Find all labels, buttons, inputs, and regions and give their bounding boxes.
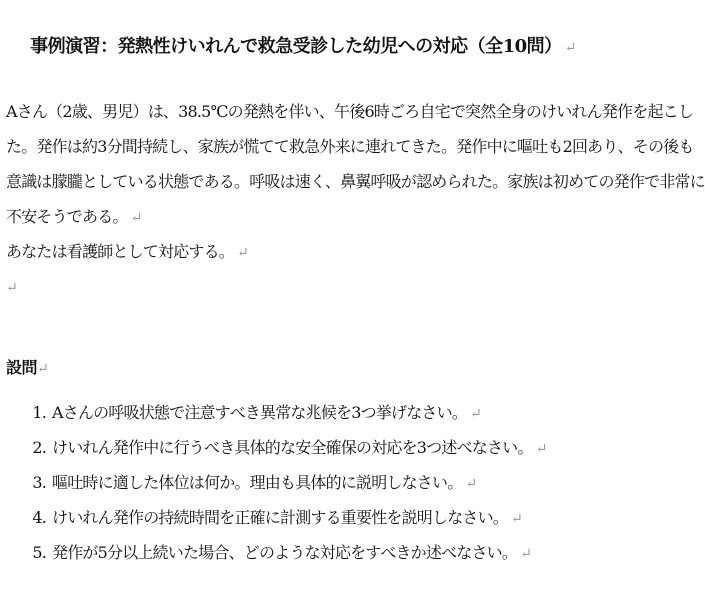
case-line-4 (6, 199, 602, 234)
question-item (22, 465, 547, 500)
question-number: 5. (32, 543, 46, 562)
case-line-1: Aさん（2歳、男児）は、38.5℃の発熱を伴い、午後6時ごろ自宅で突然全身のけいれん発作を起こし (6, 102, 694, 121)
case-description (6, 94, 705, 304)
question-text: けいれん発作の持続時間を正確に計測する重要性を説明しなさい。 (52, 508, 509, 527)
paragraph-mark: ↵ (6, 280, 17, 296)
question-item (22, 395, 547, 430)
paragraph-mark: ↵ (465, 476, 477, 492)
question-text: 嘔吐時に適した体位は何か。理由も具体的に説明しなさい。 (52, 473, 463, 492)
section-title: 設問 (6, 358, 38, 377)
question-number: 4. (32, 508, 46, 527)
paragraph-mark: ↵ (511, 511, 522, 527)
section-heading (6, 355, 48, 378)
document-title: 事例演習：発熱性けいれんで救急受診した幼児への対応（全10問） (30, 36, 562, 57)
question-number: 1. (32, 403, 46, 422)
question-item (22, 430, 547, 465)
question-number: 3. (32, 473, 46, 492)
paragraph-mark: ↵ (520, 546, 531, 562)
case-line-3: 意識は朦朧としている状態である。呼吸は速く、鼻翼呼吸が認められた。家族は初めての発作で非常に (6, 172, 705, 191)
empty-paragraph (6, 269, 602, 304)
question-number: 2. (32, 438, 46, 457)
paragraph-mark: ↵ (564, 40, 576, 56)
question-text: 発作が5分以上続いた場合、どのような対応をすべきか述べなさい。 (52, 543, 518, 562)
question-text: けいれん発作中に行うべき具体的な安全確保の対応を3つ述べなさい。 (52, 438, 533, 457)
case-line-4-text: 不安そうである。 (6, 207, 128, 226)
question-item (22, 500, 547, 535)
case-line-5-text: あなたは看護師として対応する。 (6, 242, 235, 261)
paragraph-mark: ↵ (470, 406, 481, 422)
question-text: Aさんの呼吸状態で注意すべき異常な兆候を3つ挙げなさい。 (52, 403, 468, 422)
case-line-5 (6, 234, 602, 269)
paragraph-mark: ↵ (37, 361, 49, 377)
question-list (22, 395, 547, 570)
paragraph-mark: ↵ (237, 245, 248, 261)
case-line-2: た。発作は約3分間持続し、家族が慌てて救急外来に連れてきた。発作中に嘔吐も2回あり、その後も (6, 137, 694, 156)
paragraph-mark: ↵ (535, 441, 547, 457)
question-item (22, 535, 547, 570)
document-title-line (0, 32, 606, 58)
paragraph-mark: ↵ (130, 210, 142, 226)
